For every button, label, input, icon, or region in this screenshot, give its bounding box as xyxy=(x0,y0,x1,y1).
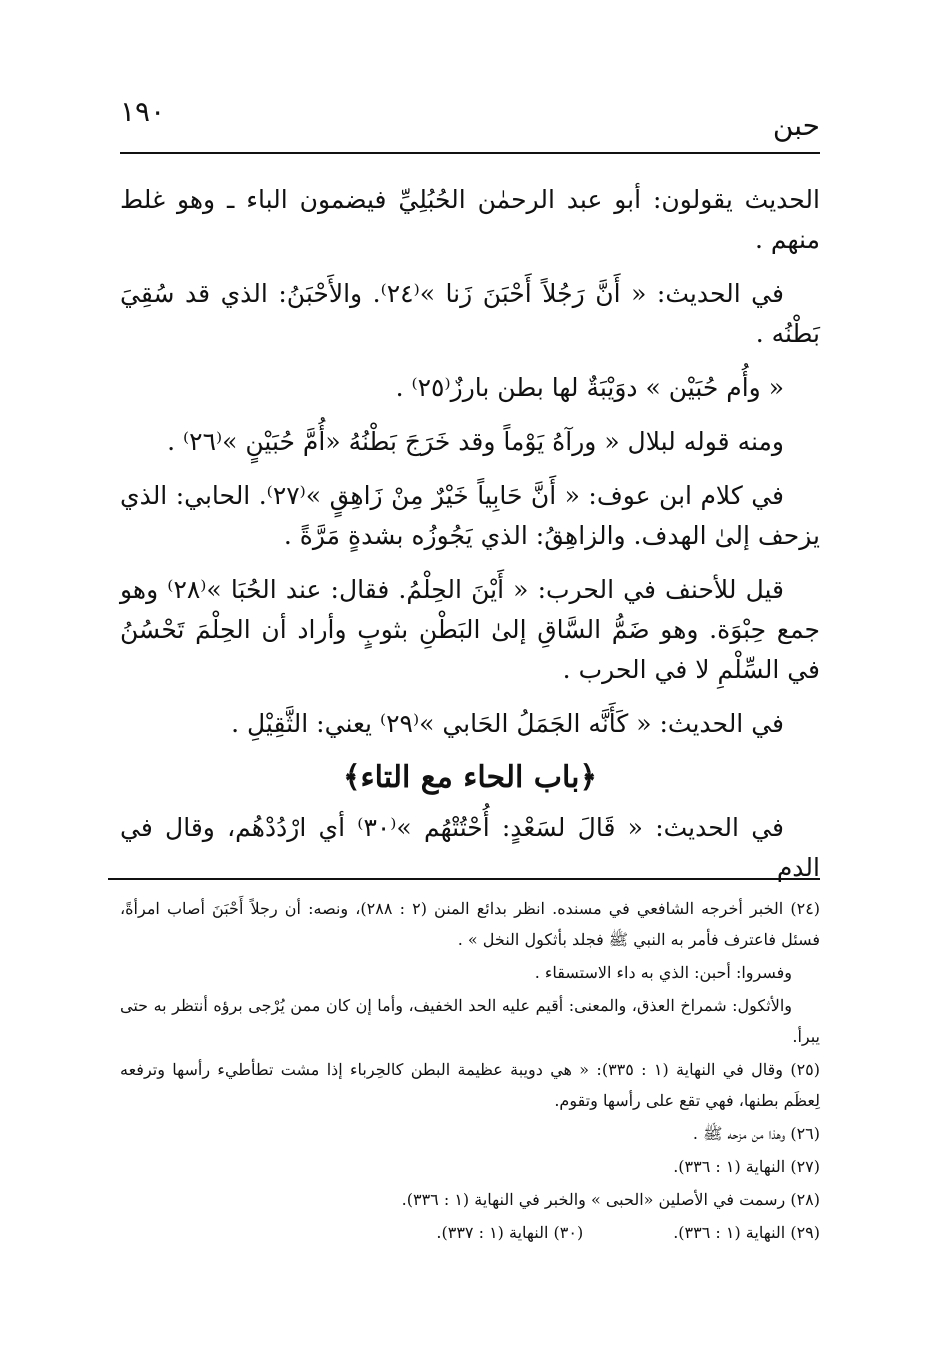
chapter-heading: ﴿باب الحاء مع التاء﴾ xyxy=(342,760,598,795)
header-rule xyxy=(120,152,820,154)
paragraph: الحديث يقولون: أبو عبد الرحمٰن الحُبُلِيِّ فيضمون الباء ـ وهو غلط منهم . xyxy=(120,185,820,254)
paragraph: ومنه قوله لبلال « ورآهُ يَوْماً وقد خَرَجَ بَطْنُهُ «أُمَّ حُبَيْنٍ »⁽٢٦⁾ . xyxy=(167,427,784,456)
running-headword: حبن xyxy=(772,109,820,142)
footnotes xyxy=(120,893,820,1248)
page-header xyxy=(120,95,820,155)
paragraph: في الحديث: « قَالَ لسَعْدٍ: أُحْتُتْهُم »⁽٣٠⁾ أي ارْدُدْهُم، وقال في الدم xyxy=(120,813,820,882)
paragraph: في الحديث: « أَنَّ رَجُلاً أَحْبَنَ زَنا »⁽٢٤⁾. والأَحْبَنُ: الذي قد سُقِيَ بَطْنُه . xyxy=(120,279,820,348)
paragraph: قيل للأحنف في الحرب: « أَيْنَ الحِلْمُ. فقال: عند الحُبَا »⁽٢٨⁾ وهو جمع حِبْوَة. وهو ضَمُّ السَّاقِ إلىٰ البَطْنِ بثوبٍ وأراد أن الحِلْمَ تَحْسُنُ في السِّلْمِ لا في الحرب . xyxy=(120,575,820,684)
footnote-24-note: والأثكول: شمراخ العذق، والمعنى: أقيم عليه الحد الخفيف، وأما إن كان ممن يُرْجى برؤه أنتظر به حتى يبرأ. xyxy=(120,996,820,1046)
footnote-25: (٢٥) وقال في النهاية (١ : ٣٣٥): « هي دويبة عظيمة البطن كالحِرباء إذا مشت تطأطيء رأسها وترفعه لِعظَم بطنها، فهي تقع على رأسها وتقوم. xyxy=(120,1060,821,1110)
footnote-28: (٢٨) رسمت في الأصلين «الحبى » والخبر في النهاية (١ : ٣٣٦). xyxy=(401,1190,820,1209)
footnote-pair xyxy=(120,1217,820,1248)
footnote-29: (٢٩) النهاية (١ : ٣٣٦). xyxy=(673,1223,820,1242)
paragraph: « وأُم حُبَيْن » دوَيْبَةٌ لها بطن بارزٌ⁽٢٥⁾ . xyxy=(395,373,784,402)
page-number: ١٩٠ xyxy=(120,95,166,128)
paragraph: في الحديث: « كَأَنَّه الجَمَلُ الحَابي »⁽٢٩⁾ يعني: الثَّقِيْلِ . xyxy=(231,709,784,738)
footnote-24-note: وفسروا: أحبن: الذي به داء الاستسقاء . xyxy=(534,963,792,982)
footnote-30: (٣٠) النهاية (١ : ٣٣٧). xyxy=(436,1223,584,1242)
footnote-27: (٢٧) النهاية (١ : ٣٣٦). xyxy=(673,1157,820,1176)
footnote-rule xyxy=(108,878,820,880)
footnote-24: (٢٤) الخبر أخرجه الشافعي في مسنده. انظر بدائع المنن (٢ : ٢٨٨)، ونصه: أن رجلاً أَحْبَنَ أصاب امرأةً، فسئل فاعترف فأمر به النبي ﷺ فجلد بأثكول النخل » . xyxy=(120,899,821,949)
paragraph: في كلام ابن عوف: « أَنَّ حَابِياً خَيْرٌ مِنْ زَاهِقٍ »⁽٢٧⁾. الحابي: الذي يزحف إلىٰ الهدف. والزاهِقُ: الذي يَجُوزُه بشدةٍ مَرَّةً . xyxy=(120,481,820,550)
main-text xyxy=(120,180,820,902)
footnote-26: (٢٦) وهذا من مزحه ﷺ . xyxy=(692,1124,820,1143)
